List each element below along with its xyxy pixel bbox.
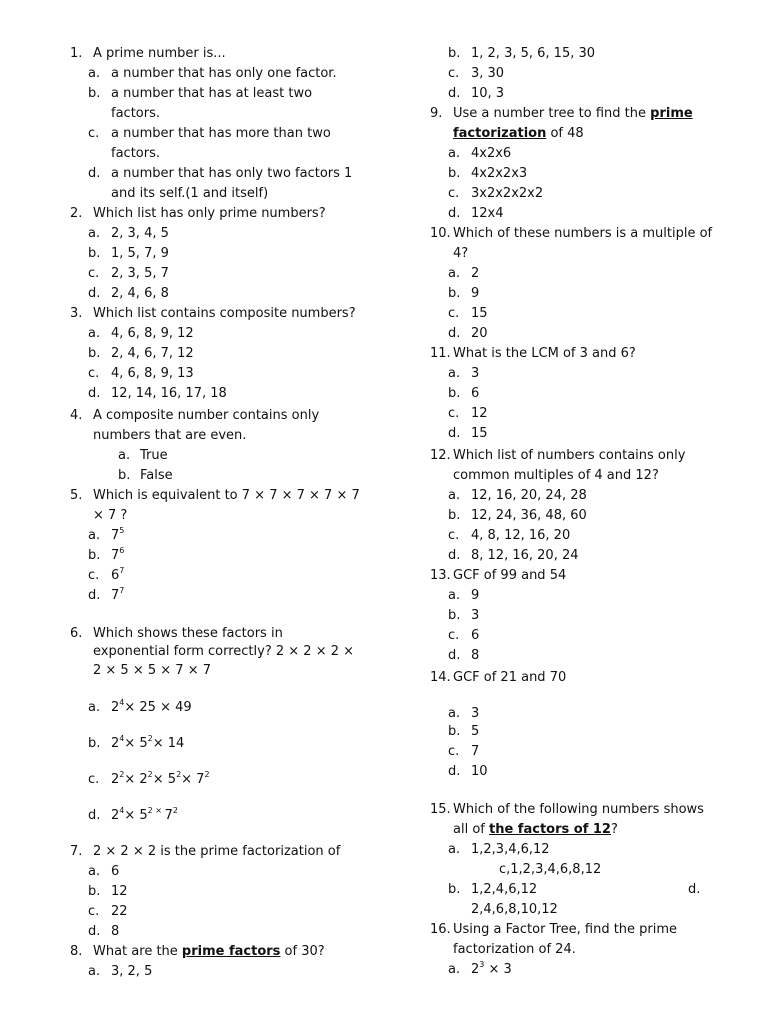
- text-part: all of: [453, 822, 489, 837]
- exponent: 2: [172, 805, 178, 815]
- text-part: Use a number tree to find the: [453, 106, 651, 121]
- question-number: 5.: [70, 488, 83, 503]
- option-text: 2, 3, 5, 7: [111, 266, 169, 281]
- question-number: 6.: [70, 626, 83, 641]
- exponent: 4: [119, 733, 125, 743]
- option-text: 4, 8, 12, 16, 20: [471, 528, 571, 543]
- option-text: [111, 770, 210, 789]
- question-text: Which shows these factors in: [93, 626, 283, 641]
- text-part: 2: [111, 736, 120, 751]
- option-letter: b.: [448, 166, 461, 181]
- option-text: 20: [471, 326, 488, 341]
- option-letter: a.: [448, 962, 461, 977]
- option-text: [111, 546, 124, 565]
- option-text: a number that has only two factors 1: [111, 166, 353, 181]
- text-part: What are the: [93, 944, 182, 959]
- option-text: 1, 2, 3, 5, 6, 15, 30: [471, 46, 596, 61]
- option-letter: a.: [88, 964, 101, 979]
- option-letter: b.: [118, 468, 131, 483]
- text-part: of 30?: [280, 944, 325, 959]
- option-text: factors.: [111, 146, 160, 161]
- exponent: 2: [147, 769, 153, 779]
- option-text: 12, 16, 20, 24, 28: [471, 488, 587, 503]
- option-letter: d.: [448, 86, 461, 101]
- text-part: 2: [111, 772, 120, 787]
- exponent: 2: [176, 769, 182, 779]
- text-part: 2: [111, 808, 120, 823]
- option-text: 10, 3: [471, 86, 505, 101]
- option-text: [111, 526, 124, 545]
- option-letter: d.: [88, 166, 101, 181]
- option-text: a number that has only one factor.: [111, 66, 337, 81]
- option-text: 12, 14, 16, 17, 18: [111, 386, 227, 401]
- question-text: [453, 104, 693, 123]
- option-text: 22: [111, 904, 128, 919]
- option-base: 7: [111, 548, 120, 563]
- option-letter: a.: [88, 528, 101, 543]
- question-number: 11.: [430, 346, 451, 361]
- question-text: A prime number is...: [93, 46, 226, 61]
- question-text: Which is equivalent to 7 × 7 × 7 × 7 × 7: [93, 488, 360, 503]
- option-letter: c.: [88, 126, 100, 141]
- option-text: 3, 2, 5: [111, 964, 153, 979]
- option-text: [111, 586, 124, 605]
- question-text: A composite number contains only: [93, 408, 320, 423]
- question-number: 3.: [70, 306, 83, 321]
- question-number: 9.: [430, 106, 443, 121]
- exponent: 3: [479, 959, 485, 969]
- option-text: 15: [471, 306, 488, 321]
- option-letter: d.: [448, 326, 461, 341]
- text-part: 2: [111, 700, 120, 715]
- exponent: 2: [204, 769, 210, 779]
- emphasized-term: factorization: [453, 126, 547, 141]
- text-part: 2: [471, 962, 480, 977]
- option-text: 3: [471, 706, 480, 721]
- option-letter: d.: [88, 924, 101, 939]
- option-letter: d.: [448, 426, 461, 441]
- option-text: 12, 24, 36, 48, 60: [471, 508, 587, 523]
- option-base: 6: [111, 568, 120, 583]
- option-letter: c.: [88, 904, 100, 919]
- option-letter: a.: [448, 842, 461, 857]
- question-text: GCF of 99 and 54: [453, 568, 567, 583]
- question-text: Which list contains composite numbers?: [93, 306, 356, 321]
- option-letter: b.: [88, 548, 101, 563]
- option-letter: c.: [448, 306, 460, 321]
- question-number: 1.: [70, 46, 83, 61]
- option-letter: a.: [448, 366, 461, 381]
- option-letter: a.: [448, 588, 461, 603]
- option-letter: b.: [88, 884, 101, 899]
- option-letter: a.: [88, 226, 101, 241]
- text-part: 7: [164, 808, 173, 823]
- option-letter: a.: [448, 706, 461, 721]
- option-base: 7: [111, 588, 120, 603]
- option-letter: b.: [88, 346, 101, 361]
- question-number: 8.: [70, 944, 83, 959]
- option-text: 12: [471, 406, 488, 421]
- option-letter: d.: [448, 648, 461, 663]
- option-text: exponential form correctly? 2 × 2 × 2 ×: [93, 644, 355, 659]
- option-text: 1,2,3,4,6,12: [471, 842, 550, 857]
- option-text: 6: [471, 628, 480, 643]
- exponent: 2: [147, 733, 153, 743]
- option-text: 4x2x2x3: [471, 166, 528, 181]
- question-text: Which of the following numbers shows: [453, 802, 704, 817]
- option-letter: d.: [448, 206, 461, 221]
- question-text: Which of these numbers is a multiple of: [453, 226, 713, 241]
- option-letter: d.: [448, 764, 461, 779]
- option-text: 1, 5, 7, 9: [111, 246, 169, 261]
- option-letter: d.: [88, 286, 101, 301]
- option-text: 3: [471, 366, 480, 381]
- option-text: 5: [471, 724, 480, 739]
- option-text: 7: [471, 744, 480, 759]
- text-part: × 2: [124, 772, 148, 787]
- option-letter: b.: [448, 286, 461, 301]
- text-part: × 3: [484, 962, 512, 977]
- option-text: [111, 566, 124, 585]
- option-text: 2 × 5 × 5 × 7 × 7: [93, 663, 211, 678]
- exponent: 2 ×: [147, 805, 165, 815]
- text-part: of 48: [546, 126, 584, 141]
- option-text: 2, 4, 6, 7, 12: [111, 346, 194, 361]
- option-exponent: 5: [119, 525, 125, 535]
- option-letter: a.: [88, 864, 101, 879]
- option-text: 2,4,6,8,10,12: [471, 902, 558, 917]
- option-text: 8, 12, 16, 20, 24: [471, 548, 579, 563]
- option-text: 2, 3, 4, 5: [111, 226, 169, 241]
- option-text: 6: [111, 864, 120, 879]
- text-part: ?: [610, 822, 618, 837]
- option-text: 3, 30: [471, 66, 505, 81]
- option-letter: d.: [88, 588, 101, 603]
- option-text: 2: [471, 266, 480, 281]
- option-text: 12x4: [471, 206, 504, 221]
- option-exponent: 7: [119, 565, 125, 575]
- option-letter: b.: [448, 508, 461, 523]
- option-letter: a.: [118, 448, 131, 463]
- option-letter: b.: [448, 608, 461, 623]
- question-text: 2 × 2 × 2 is the prime factorization of: [93, 844, 341, 859]
- option-text: 9: [471, 286, 480, 301]
- option-text: common multiples of 4 and 12?: [453, 468, 659, 483]
- option-letter: d.: [688, 882, 701, 897]
- option-text: 9: [471, 588, 480, 603]
- option-text: [453, 124, 584, 143]
- option-letter: b.: [448, 46, 461, 61]
- text-part: × 5: [124, 736, 148, 751]
- question-number: 4.: [70, 408, 83, 423]
- option-text: factorization of 24.: [453, 942, 576, 957]
- option-text: × 7 ?: [93, 508, 128, 523]
- option-exponent: 7: [119, 585, 125, 595]
- emphasized-term: prime factors: [181, 944, 281, 959]
- option-letter: b.: [448, 386, 461, 401]
- option-text: 6: [471, 386, 480, 401]
- option-letter: c.: [448, 528, 460, 543]
- option-text: False: [140, 468, 173, 483]
- question-text: GCF of 21 and 70: [453, 670, 567, 685]
- question-text: What is the LCM of 3 and 6?: [453, 346, 636, 361]
- text-part: × 5: [152, 772, 177, 787]
- option-letter: a.: [88, 326, 101, 341]
- option-letter: b.: [88, 246, 101, 261]
- option-text: 8: [471, 648, 480, 663]
- exponent: 2: [119, 769, 125, 779]
- option-text: 3: [471, 608, 480, 623]
- option-letter: d.: [88, 386, 101, 401]
- option-text: [111, 806, 178, 825]
- question-number: 14.: [430, 670, 451, 685]
- question-number: 12.: [430, 448, 451, 463]
- option-letter: a.: [88, 66, 101, 81]
- question-number: 2.: [70, 206, 83, 221]
- option-text: 12: [111, 884, 128, 899]
- option-letter: c.: [448, 628, 460, 643]
- question-text: Which list has only prime numbers?: [93, 206, 326, 221]
- option-letter: b.: [88, 86, 101, 101]
- option-text: 2, 4, 6, 8: [111, 286, 169, 301]
- option-letter: d.: [88, 808, 101, 823]
- option-text: 4, 6, 8, 9, 13: [111, 366, 194, 381]
- option-letter: a.: [448, 488, 461, 503]
- option-text: factors.: [111, 106, 160, 121]
- text-part: × 5: [124, 808, 148, 823]
- exponent: 4: [119, 697, 125, 707]
- option-letter: c.: [448, 66, 460, 81]
- option-letter: a.: [88, 700, 101, 715]
- option-text: a number that has at least two: [111, 86, 313, 101]
- question-text: Which list of numbers contains only: [453, 448, 686, 463]
- question-number: 10.: [430, 226, 451, 241]
- option-exponent: 6: [119, 545, 125, 555]
- option-text: True: [140, 448, 168, 463]
- emphasized-term: the factors of 12: [489, 822, 611, 837]
- option-text: 15: [471, 426, 488, 441]
- option-text: [111, 734, 184, 753]
- option-text: a number that has more than two: [111, 126, 331, 141]
- option-letter: c.: [88, 568, 100, 583]
- option-text: 1,2,4,6,12: [471, 882, 538, 897]
- question-text: Using a Factor Tree, find the prime: [453, 922, 678, 937]
- text-part: × 7: [181, 772, 205, 787]
- option-text: [453, 820, 618, 839]
- option-letter: c.: [448, 744, 460, 759]
- text-part: × 25 × 49: [124, 700, 192, 715]
- option-letter: c.: [88, 366, 100, 381]
- option-text: [111, 698, 192, 717]
- question-text: [93, 942, 325, 961]
- option-text: [471, 960, 512, 979]
- question-number: 15.: [430, 802, 451, 817]
- option-letter: b.: [448, 882, 461, 897]
- option-letter: a.: [448, 146, 461, 161]
- question-number: 13.: [430, 568, 451, 583]
- option-text: numbers that are even.: [93, 428, 247, 443]
- question-number: 16.: [430, 922, 451, 937]
- option-text: c,1,2,3,4,6,8,12: [499, 862, 602, 877]
- option-text: 3x2x2x2x2: [471, 186, 544, 201]
- option-letter: d.: [448, 548, 461, 563]
- option-text: 4x2x6: [471, 146, 512, 161]
- option-text: 8: [111, 924, 120, 939]
- option-letter: c.: [448, 186, 460, 201]
- option-letter: c.: [448, 406, 460, 421]
- option-letter: c.: [88, 266, 100, 281]
- exponent: 4: [119, 805, 125, 815]
- option-base: 7: [111, 528, 120, 543]
- option-text: and its self.(1 and itself): [111, 186, 269, 201]
- emphasized-term: prime: [650, 106, 693, 121]
- option-letter: b.: [448, 724, 461, 739]
- text-part: × 14: [152, 736, 185, 751]
- option-letter: b.: [88, 736, 101, 751]
- option-letter: a.: [448, 266, 461, 281]
- option-text: 10: [471, 764, 488, 779]
- option-letter: c.: [88, 772, 100, 787]
- option-text: 4, 6, 8, 9, 12: [111, 326, 194, 341]
- question-number: 7.: [70, 844, 83, 859]
- option-text: 4?: [453, 246, 469, 261]
